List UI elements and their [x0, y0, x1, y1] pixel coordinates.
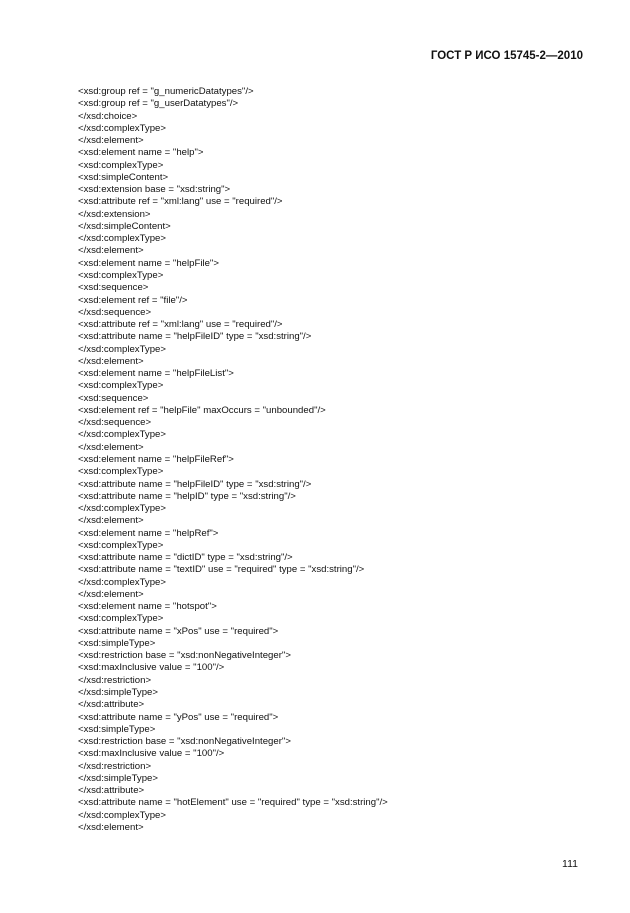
document-standard-header: ГОСТ Р ИСО 15745-2—2010 — [430, 50, 583, 62]
code-line: <xsd:simpleType> — [78, 723, 156, 735]
code-line: <xsd:element name = "helpRef"> — [78, 527, 219, 539]
code-line: <xsd:element name = "helpFileRef"> — [78, 453, 234, 465]
xsd-code-listing — [78, 86, 388, 834]
code-line: <xsd:maxInclusive value = "100"/> — [78, 662, 225, 674]
code-line: </xsd:simpleType> — [78, 687, 158, 699]
code-line: <xsd:sequence> — [78, 282, 149, 294]
code-line: <xsd:restriction base = "xsd:nonNegativeInteger"> — [78, 736, 291, 748]
code-line: <xsd:attribute name = "helpID" type = "xsd:string"/> — [78, 490, 296, 502]
code-line: <xsd:attribute ref = "xml:lang" use = "required"/> — [78, 196, 283, 208]
code-line: <xsd:element name = "help"> — [78, 147, 204, 159]
code-line: <xsd:sequence> — [78, 392, 149, 404]
code-line: <xsd:simpleContent> — [78, 171, 169, 183]
code-line: </xsd:complexType> — [78, 576, 166, 588]
code-line: </xsd:sequence> — [78, 417, 152, 429]
code-line: </xsd:simpleContent> — [78, 220, 171, 232]
code-line: <xsd:attribute ref = "xml:lang" use = "required"/> — [78, 319, 283, 331]
code-line: <xsd:attribute name = "hotElement" use = "required" type = "xsd:string"/> — [78, 797, 388, 809]
code-line: </xsd:element> — [78, 355, 144, 367]
code-line: <xsd:group ref = "g_userDatatypes"/> — [78, 98, 239, 110]
code-line: </xsd:restriction> — [78, 760, 152, 772]
code-line: </xsd:sequence> — [78, 306, 152, 318]
code-line: <xsd:complexType> — [78, 380, 164, 392]
code-line: </xsd:element> — [78, 588, 144, 600]
code-line: <xsd:attribute name = "xPos" use = "required"> — [78, 625, 279, 637]
code-line: <xsd:restriction base = "xsd:nonNegativeInteger"> — [78, 650, 291, 662]
code-line: </xsd:complexType> — [78, 429, 166, 441]
code-line: <xsd:element ref = "file"/> — [78, 294, 188, 306]
code-line: </xsd:complexType> — [78, 233, 166, 245]
code-line: <xsd:complexType> — [78, 159, 164, 171]
code-line: <xsd:maxInclusive value = "100"/> — [78, 748, 225, 760]
code-line: </xsd:element> — [78, 515, 144, 527]
code-line: <xsd:complexType> — [78, 466, 164, 478]
code-line: </xsd:extension> — [78, 208, 151, 220]
code-line: <xsd:attribute name = "dictID" type = "xsd:string"/> — [78, 552, 293, 564]
code-line: <xsd:complexType> — [78, 269, 164, 281]
code-line: <xsd:extension base = "xsd:string"> — [78, 184, 231, 196]
code-line: </xsd:simpleType> — [78, 772, 158, 784]
code-line: </xsd:restriction> — [78, 674, 152, 686]
code-line: <xsd:attribute name = "textID" use = "required" type = "xsd:string"/> — [78, 564, 365, 576]
code-line: </xsd:complexType> — [78, 343, 166, 355]
code-line: <xsd:complexType> — [78, 539, 164, 551]
code-line: </xsd:element> — [78, 441, 144, 453]
code-line: <xsd:element name = "helpFile"> — [78, 257, 219, 269]
code-line: <xsd:element ref = "helpFile" maxOccurs = "unbounded"/> — [78, 404, 326, 416]
code-line: </xsd:element> — [78, 245, 144, 257]
code-line: <xsd:attribute name = "helpFileID" type = "xsd:string"/> — [78, 478, 312, 490]
code-line: <xsd:attribute name = "helpFileID" type = "xsd:string"/> — [78, 331, 312, 343]
code-line: </xsd:complexType> — [78, 503, 166, 515]
code-line: </xsd:attribute> — [78, 785, 145, 797]
code-line: </xsd:element> — [78, 135, 144, 147]
code-line: <xsd:group ref = "g_numericDatatypes"/> — [78, 86, 254, 97]
page-number: 111 — [562, 858, 578, 870]
code-line: <xsd:complexType> — [78, 613, 164, 625]
code-line: </xsd:complexType> — [78, 809, 166, 821]
code-line: </xsd:choice> — [78, 110, 138, 122]
code-line: </xsd:complexType> — [78, 122, 166, 134]
code-line: <xsd:attribute name = "yPos" use = "required"> — [78, 711, 279, 723]
code-line: <xsd:element name = "hotspot"> — [78, 601, 217, 613]
code-line: <xsd:element name = "helpFileList"> — [78, 368, 234, 380]
code-line: <xsd:simpleType> — [78, 637, 156, 649]
code-line: </xsd:element> — [78, 821, 144, 833]
code-line: </xsd:attribute> — [78, 699, 145, 711]
